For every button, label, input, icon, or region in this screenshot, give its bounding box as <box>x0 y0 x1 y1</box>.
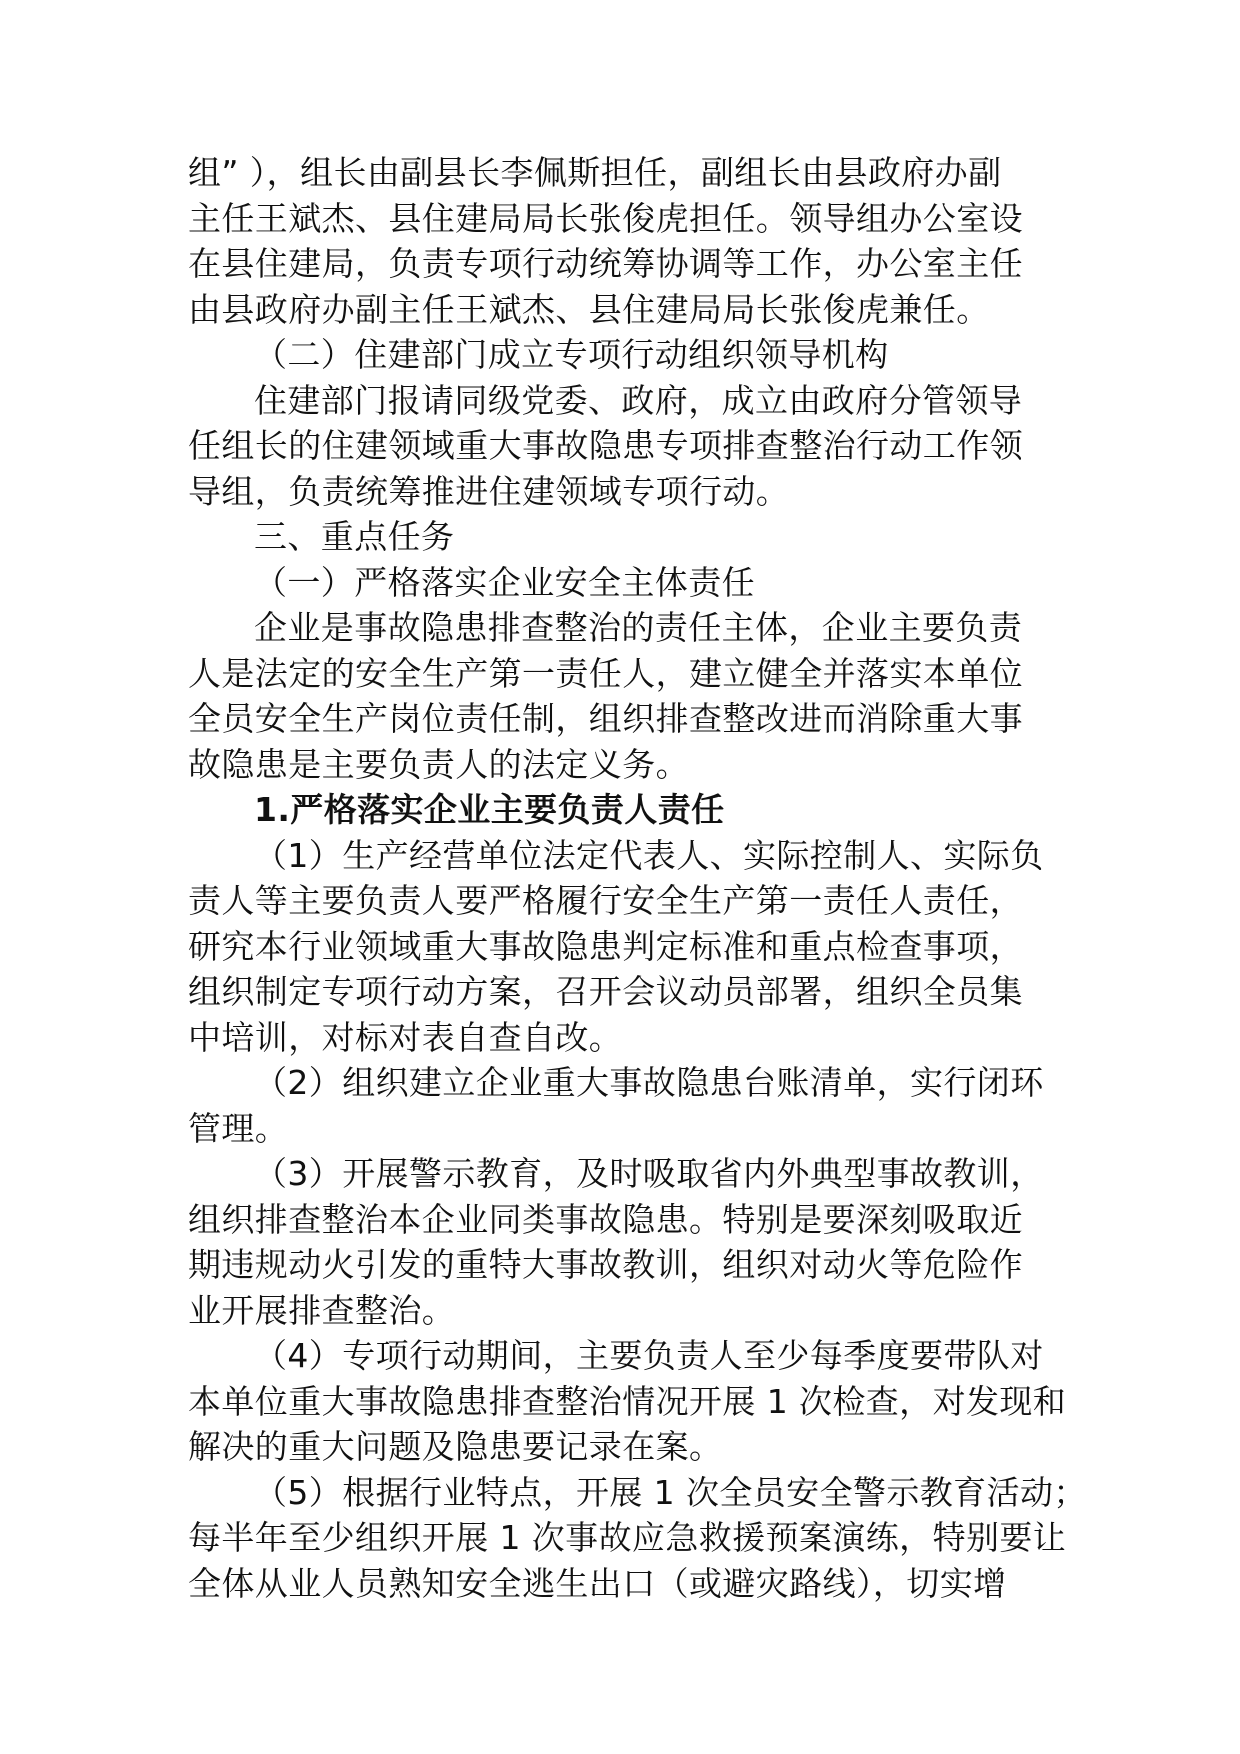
text-line: 业开展排查整治。 <box>188 1290 456 1330</box>
text-line: （4）专项行动期间，主要负责人至少每季度要带队对 <box>254 1336 1044 1375</box>
text-line: 在县住建局，负责专项行动统筹协调等工作，办公室主任 <box>188 244 1023 283</box>
text-line: （一）严格落实企业安全主体责任 <box>254 562 755 602</box>
text-line: 组” ），组长由副县长李佩斯担任，副组长由县政府办副 <box>188 153 1002 192</box>
document-body <box>188 150 1087 1606</box>
text-line: 三、重点任务 <box>254 517 455 556</box>
text-line: 管理。 <box>188 1108 289 1148</box>
text-line: 解决的重大问题及隐患要记录在案。 <box>188 1427 723 1466</box>
text-line: 人是法定的安全生产第一责任人，建立健全并落实本单位 <box>188 653 1023 693</box>
text-line: 本单位重大事故隐患排查整治情况开展 1 次检查，对发现和 <box>188 1381 1067 1421</box>
text-line: 主任王斌杰、县住建局局长张俊虎担任。领导组办公室设 <box>188 198 1023 238</box>
text-line: 组织排查整治本企业同类事故隐患。特别是要深刻吸取近 <box>188 1199 1023 1239</box>
text-line: 全员安全生产岗位责任制，组织排查整改进而消除重大事 <box>188 699 1023 738</box>
text-line: 期违规动火引发的重特大事故教训，组织对动火等危险作 <box>188 1245 1023 1284</box>
text-line: 研究本行业领域重大事故隐患判定标准和重点检查事项， <box>188 926 1023 966</box>
text-line: （3）开展警示教育，及时吸取省内外典型事故教训， <box>254 1154 1044 1193</box>
text-line: 企业是事故隐患排查整治的责任主体，企业主要负责 <box>254 608 1023 647</box>
text-line: 由县政府办副主任王斌杰、县住建局局长张俊虎兼任。 <box>188 289 990 329</box>
text-line: （二）住建部门成立专项行动组织领导机构 <box>254 335 889 374</box>
text-line: 住建部门报请同级党委、政府，成立由政府分管领导 <box>254 380 1023 420</box>
text-line: 每半年至少组织开展 1 次事故应急救援预案演练，特别要让 <box>188 1518 1067 1557</box>
text-line: 故隐患是主要负责人的法定义务。 <box>188 744 689 784</box>
section-heading-line: 1.严格落实企业主要负责人责任 <box>254 790 725 829</box>
text-line: （1）生产经营单位法定代表人、实际控制人、实际负 <box>254 835 1044 875</box>
text-line: 中培训，对标对表自查自改。 <box>188 1017 623 1057</box>
text-line: （2）组织建立企业重大事故隐患台账清单，实行闭环 <box>254 1063 1044 1102</box>
text-line: 全体从业人员熟知安全逃生出口（或避灾路线），切实增 <box>188 1563 1007 1603</box>
text-line: 任组长的住建领域重大事故隐患专项排查整治行动工作领 <box>188 426 1023 465</box>
text-line: 组织制定专项行动方案，召开会议动员部署，组织全员集 <box>188 972 1023 1011</box>
text-line: 导组，负责统筹推进住建领域专项行动。 <box>188 471 790 511</box>
text-line: 责人等主要负责人要严格履行安全生产第一责任人责任， <box>188 881 1023 920</box>
text-line: （5）根据行业特点，开展 1 次全员安全警示教育活动； <box>254 1472 1087 1512</box>
